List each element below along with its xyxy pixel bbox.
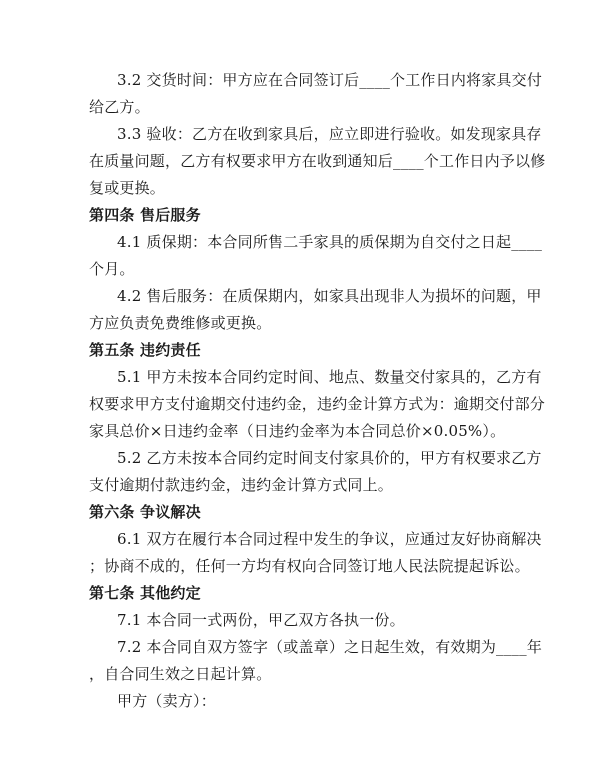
clause-5-2-line-2: 支付逾期付款违约金，违约金计算方式同上。 (89, 476, 394, 494)
article-5-heading: 第五条 违约责任 (89, 341, 201, 359)
clause-4-2-line-2: 方应负责免费维修或更换。 (89, 314, 272, 332)
article-6-heading: 第六条 争议解决 (89, 503, 201, 521)
clause-4-1-line-2: 个月。 (89, 260, 135, 278)
clause-7-1-line-1: 7.1 本合同一式两份，甲乙双方各执一份。 (117, 611, 405, 629)
article-7-heading: 第七条 其他约定 (89, 584, 201, 602)
clause-3-3-line-2: 在质量问题，乙方有权要求甲方在收到通知后____个工作日内予以修 (89, 152, 546, 170)
clause-7-2-line-2: ，自合同生效之日起计算。 (89, 665, 272, 683)
clause-5-1-line-1: 5.1 甲方未按本合同约定时间、地点、数量交付家具的，乙方有 (117, 368, 542, 386)
article-4-heading: 第四条 售后服务 (89, 206, 201, 224)
clause-6-1-line-1: 6.1 双方在履行本合同过程中发生的争议，应通过友好协商解决 (117, 530, 542, 548)
clause-5-1-line-2: 权要求甲方支付逾期交付违约金，违约金计算方式为：逾期交付部分 (89, 395, 546, 413)
clause-5-1-line-3: 家具总价×日违约金率（日违约金率为本合同总价×0.05%）。 (89, 422, 506, 440)
clause-3-3-line-1: 3.3 验收：乙方在收到家具后，应立即进行验收。如发现家具存 (117, 125, 542, 143)
clause-3-2-line-2: 给乙方。 (89, 98, 150, 116)
clause-4-1-line-1: 4.1 质保期：本合同所售二手家具的质保期为自交付之日起____ (117, 233, 543, 251)
clause-6-1-line-2: ；协商不成的，任何一方均有权向合同签订地人民法院提起诉讼。 (89, 557, 530, 575)
clause-3-3-line-3: 复或更换。 (89, 179, 166, 197)
clause-3-2-line-1: 3.2 交货时间：甲方应在合同签订后____个工作日内将家具交付 (117, 71, 543, 89)
clause-4-2-line-1: 4.2 售后服务：在质保期内，如家具出现非人为损坏的问题，甲 (117, 287, 542, 305)
clause-7-2-line-1: 7.2 本合同自双方签字（或盖章）之日起生效，有效期为____年 (117, 638, 543, 656)
clause-5-2-line-1: 5.2 乙方未按本合同约定时间支付家具价的，甲方有权要求乙方 (117, 449, 542, 467)
party-a-seller-label: 甲方（卖方）： (117, 692, 216, 710)
